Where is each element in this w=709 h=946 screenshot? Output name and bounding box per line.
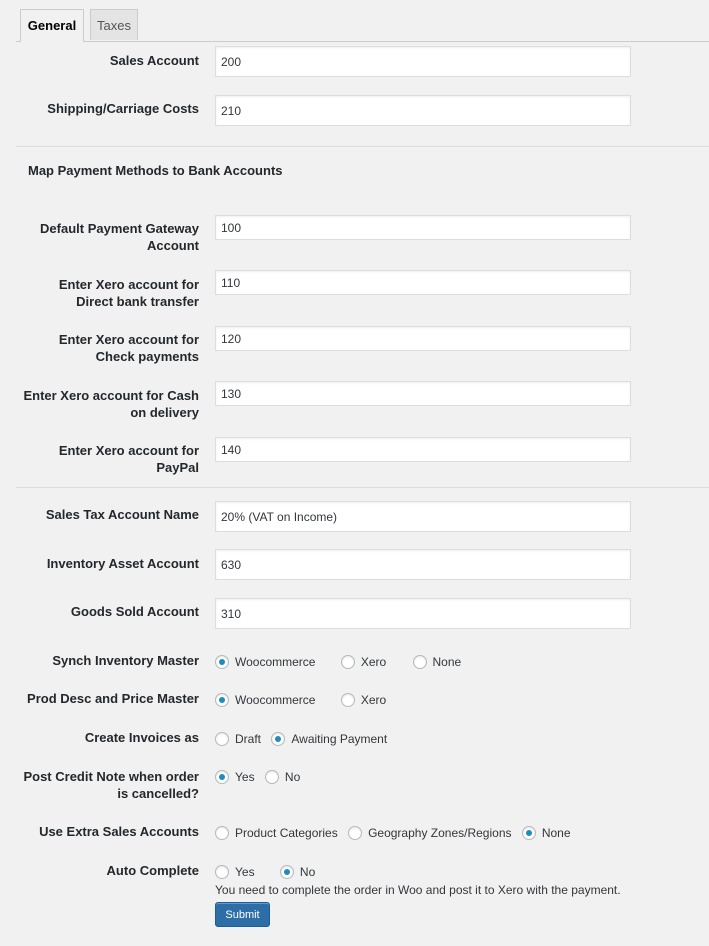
payment-mapping-heading: Map Payment Methods to Bank Accounts <box>28 163 283 178</box>
synch-inventory-xero[interactable]: Xero <box>341 655 386 669</box>
synch-inventory-none[interactable]: None <box>413 655 462 669</box>
radio-checked-icon[interactable] <box>215 770 229 784</box>
synch-inventory-options <box>215 655 461 672</box>
shipping-costs-label: Shipping/Carriage Costs <box>47 101 199 116</box>
create-invoices-options <box>215 732 387 749</box>
credit-note-label: Post Credit Note when order is cancelled? <box>23 769 199 801</box>
synch-inventory-label: Synch Inventory Master <box>52 653 199 668</box>
radio-unchecked-icon[interactable] <box>215 865 229 879</box>
auto-complete-yes[interactable]: Yes <box>215 865 255 879</box>
radio-unchecked-icon[interactable] <box>348 826 362 840</box>
direct-bank-transfer-label: Enter Xero account for Direct bank transfer <box>58 277 199 309</box>
extra-sales-none[interactable]: None <box>522 826 571 840</box>
auto-complete-options <box>215 865 315 882</box>
radio-checked-icon[interactable] <box>522 826 536 840</box>
radio-unchecked-icon[interactable] <box>215 732 229 746</box>
settings-tabs <box>16 8 709 42</box>
synch-inventory-woocommerce[interactable]: Woocommerce <box>215 655 315 669</box>
inventory-asset-input[interactable] <box>215 549 631 580</box>
shipping-costs-input[interactable] <box>215 95 631 126</box>
radio-unchecked-icon[interactable] <box>413 655 427 669</box>
extra-sales-geography-zones[interactable]: Geography Zones/Regions <box>348 826 511 840</box>
paypal-label: Enter Xero account for PayPal <box>58 443 199 475</box>
tab-general[interactable]: General <box>20 9 84 42</box>
goods-sold-input[interactable] <box>215 598 631 629</box>
prod-desc-label: Prod Desc and Price Master <box>27 691 199 706</box>
radio-unchecked-icon[interactable] <box>341 655 355 669</box>
credit-note-options <box>215 770 300 787</box>
create-invoices-awaiting-payment[interactable]: Awaiting Payment <box>271 732 387 746</box>
radio-checked-icon[interactable] <box>271 732 285 746</box>
auto-complete-no[interactable]: No <box>280 865 315 879</box>
auto-complete-label: Auto Complete <box>106 863 199 878</box>
create-invoices-label: Create Invoices as <box>84 730 199 745</box>
extra-sales-product-categories[interactable]: Product Categories <box>215 826 338 840</box>
cash-on-delivery-input[interactable] <box>215 381 631 406</box>
radio-unchecked-icon[interactable] <box>265 770 279 784</box>
paypal-input[interactable] <box>215 437 631 462</box>
credit-note-no[interactable]: No <box>265 770 300 784</box>
credit-note-yes[interactable]: Yes <box>215 770 255 784</box>
create-invoices-draft[interactable]: Draft <box>215 732 261 746</box>
check-payments-input[interactable] <box>215 326 631 351</box>
sales-account-input[interactable] <box>215 46 631 77</box>
direct-bank-transfer-input[interactable] <box>215 270 631 295</box>
sales-account-label: Sales Account <box>109 53 199 68</box>
radio-checked-icon[interactable] <box>280 865 294 879</box>
goods-sold-label: Goods Sold Account <box>70 604 199 619</box>
prod-desc-xero[interactable]: Xero <box>341 693 386 707</box>
sales-tax-input[interactable] <box>215 501 631 532</box>
cash-on-delivery-label: Enter Xero account for Cash on delivery <box>23 388 199 420</box>
prod-desc-options <box>215 693 386 710</box>
check-payments-label: Enter Xero account for Check payments <box>58 332 199 364</box>
default-gateway-label: Default Payment Gateway Account <box>40 221 199 253</box>
default-gateway-input[interactable] <box>215 215 631 240</box>
tab-taxes[interactable]: Taxes <box>90 9 138 40</box>
extra-sales-label: Use Extra Sales Accounts <box>39 824 199 839</box>
submit-button[interactable]: Submit <box>215 902 270 927</box>
section-divider <box>16 487 709 488</box>
prod-desc-woocommerce[interactable]: Woocommerce <box>215 693 315 707</box>
radio-checked-icon[interactable] <box>215 655 229 669</box>
radio-checked-icon[interactable] <box>215 693 229 707</box>
extra-sales-options <box>215 826 571 843</box>
auto-complete-note: You need to complete the order in Woo and post it to Xero with the payment. <box>215 883 621 897</box>
radio-unchecked-icon[interactable] <box>341 693 355 707</box>
sales-tax-label: Sales Tax Account Name <box>45 507 199 522</box>
radio-unchecked-icon[interactable] <box>215 826 229 840</box>
inventory-asset-label: Inventory Asset Account <box>46 556 199 571</box>
section-divider <box>16 146 709 147</box>
